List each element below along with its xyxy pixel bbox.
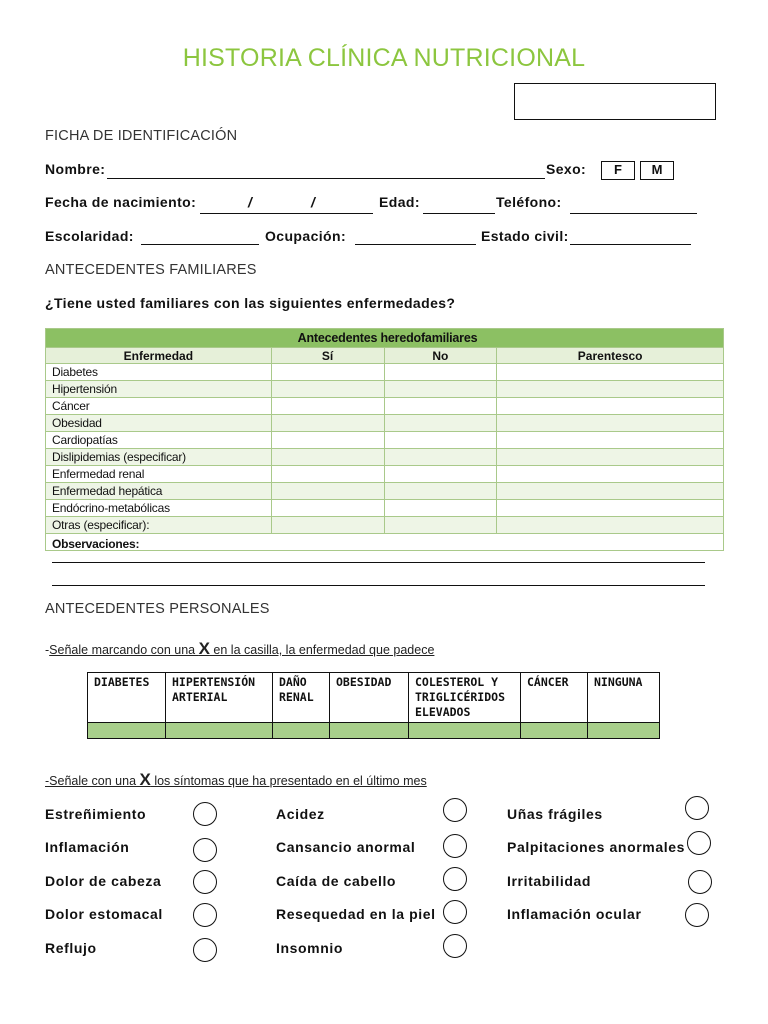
- symptom-checkbox[interactable]: [685, 796, 709, 820]
- escolaridad-field[interactable]: [141, 244, 259, 245]
- dano-renal-check-cell[interactable]: [273, 723, 330, 739]
- colesterol-check-cell[interactable]: [409, 723, 521, 739]
- symptom-checkbox[interactable]: [685, 903, 709, 927]
- symptom-label: Estreñimiento: [45, 806, 147, 822]
- estado-civil-field[interactable]: [570, 244, 691, 245]
- parentesco-cell[interactable]: [497, 466, 724, 483]
- si-cell[interactable]: [271, 364, 384, 381]
- no-cell[interactable]: [384, 449, 497, 466]
- column-header: Sí: [271, 348, 384, 364]
- symptom-checkbox[interactable]: [193, 870, 217, 894]
- parentesco-cell[interactable]: [497, 398, 724, 415]
- personal-instruction: -Señale marcando con una X en la casilla, la enfermedad que padece: [45, 639, 435, 658]
- table-row: [46, 517, 724, 534]
- symptom-checkbox[interactable]: [193, 838, 217, 862]
- nombre-label: Nombre:: [45, 161, 106, 177]
- symptom-label: Cansancio anormal: [276, 839, 416, 855]
- personal-history-table: [87, 672, 660, 739]
- parentesco-cell[interactable]: [497, 483, 724, 500]
- no-cell[interactable]: [384, 517, 497, 534]
- disease-cell: Endócrino-metabólicas: [46, 500, 272, 517]
- table-row: [46, 432, 724, 449]
- column-header: HIPERTENSIÓN ARTERIAL: [166, 673, 273, 723]
- symptom-checkbox[interactable]: [688, 870, 712, 894]
- symptom-checkbox[interactable]: [443, 867, 467, 891]
- column-header: CÁNCER: [521, 673, 588, 723]
- symptom-checkbox[interactable]: [443, 834, 467, 858]
- si-cell[interactable]: [271, 415, 384, 432]
- disease-cell: Obesidad: [46, 415, 272, 432]
- no-cell[interactable]: [384, 415, 497, 432]
- page-title: HISTORIA CLÍNICA NUTRICIONAL: [182, 44, 586, 72]
- disease-cell: Diabetes: [46, 364, 272, 381]
- symptom-label: Dolor de cabeza: [45, 873, 162, 889]
- table-row: [46, 500, 724, 517]
- symptom-checkbox[interactable]: [193, 802, 217, 826]
- symptom-label: Caída de cabello: [276, 873, 397, 889]
- obesidad-check-cell[interactable]: [330, 723, 409, 739]
- disease-cell: Cáncer: [46, 398, 272, 415]
- symptom-checkbox[interactable]: [193, 938, 217, 962]
- parentesco-cell[interactable]: [497, 381, 724, 398]
- symptom-checkbox[interactable]: [687, 831, 711, 855]
- nombre-field[interactable]: [107, 178, 545, 179]
- column-header: NINGUNA: [588, 673, 660, 723]
- sex-f-checkbox[interactable]: F: [601, 161, 635, 180]
- parentesco-cell[interactable]: [497, 364, 724, 381]
- symptom-label: Dolor estomacal: [45, 906, 163, 922]
- observaciones-line: [52, 585, 705, 586]
- symptom-label: Reflujo: [45, 940, 97, 956]
- edad-label: Edad:: [379, 194, 420, 210]
- table-row: [46, 364, 724, 381]
- observaciones-line: [52, 562, 705, 563]
- family-question: ¿Tiene usted familiares con las siguientes enfermedades?: [45, 295, 456, 311]
- symptom-label: Inflamación ocular: [507, 906, 642, 922]
- sexo-label: Sexo:: [546, 161, 587, 177]
- ocupacion-field[interactable]: [355, 244, 476, 245]
- observaciones-label: Observaciones:: [52, 537, 140, 551]
- column-header: OBESIDAD: [330, 673, 409, 723]
- sex-m-checkbox[interactable]: M: [640, 161, 674, 180]
- telefono-field[interactable]: [570, 213, 697, 214]
- table-row: [46, 381, 724, 398]
- si-cell[interactable]: [271, 517, 384, 534]
- date-separator: /: [248, 194, 252, 210]
- si-cell[interactable]: [271, 432, 384, 449]
- symptom-label: Acidez: [276, 806, 325, 822]
- si-cell[interactable]: [271, 500, 384, 517]
- symptom-checkbox[interactable]: [443, 934, 467, 958]
- symptom-checkbox[interactable]: [193, 903, 217, 927]
- symptoms-instruction: -Señale con una X los síntomas que ha presentado en el último mes: [45, 770, 427, 789]
- column-header: DAÑO RENAL: [273, 673, 330, 723]
- si-cell[interactable]: [271, 381, 384, 398]
- table-row: [46, 483, 724, 500]
- hipertension-check-cell[interactable]: [166, 723, 273, 739]
- symptom-label: Inflamación: [45, 839, 130, 855]
- symptom-checkbox[interactable]: [443, 900, 467, 924]
- family-history-table: [45, 328, 724, 551]
- no-cell[interactable]: [384, 500, 497, 517]
- parentesco-cell[interactable]: [497, 432, 724, 449]
- diabetes-check-cell[interactable]: [88, 723, 166, 739]
- observaciones-field[interactable]: [46, 534, 724, 551]
- telefono-label: Teléfono:: [496, 194, 562, 210]
- column-header: Enfermedad: [46, 348, 272, 364]
- section-family: ANTECEDENTES FAMILIARES: [45, 262, 257, 278]
- disease-cell: Hipertensión: [46, 381, 272, 398]
- symptom-label: Insomnio: [276, 940, 344, 956]
- parentesco-cell[interactable]: [497, 449, 724, 466]
- si-cell[interactable]: [271, 483, 384, 500]
- ocupacion-label: Ocupación:: [265, 228, 347, 244]
- disease-cell: Dislipidemias (especificar): [46, 449, 272, 466]
- symptom-label: Resequedad en la piel: [276, 906, 436, 922]
- disease-cell: Cardiopatías: [46, 432, 272, 449]
- photo-id-box[interactable]: [514, 83, 716, 120]
- date-separator: /: [311, 194, 315, 210]
- fecha-nacimiento-label: Fecha de nacimiento:: [45, 194, 197, 210]
- symptom-label: Palpitaciones anormales: [507, 839, 685, 855]
- edad-field[interactable]: [423, 213, 495, 214]
- symptom-label: Irritabilidad: [507, 873, 592, 889]
- escolaridad-label: Escolaridad:: [45, 228, 134, 244]
- column-header: Parentesco: [497, 348, 724, 364]
- si-cell[interactable]: [271, 398, 384, 415]
- table-row: [46, 449, 724, 466]
- table-row: [46, 466, 724, 483]
- section-personal: ANTECEDENTES PERSONALES: [45, 601, 270, 617]
- estado-civil-label: Estado civil:: [481, 228, 569, 244]
- cancer-check-cell[interactable]: [521, 723, 588, 739]
- no-cell[interactable]: [384, 398, 497, 415]
- disease-cell: Enfermedad renal: [46, 466, 272, 483]
- table-caption: Antecedentes heredofamiliares: [46, 329, 724, 348]
- table-row: [46, 415, 724, 432]
- disease-cell: Otras (especificar):: [46, 517, 272, 534]
- si-cell[interactable]: [271, 449, 384, 466]
- no-cell[interactable]: [384, 381, 497, 398]
- ninguna-check-cell[interactable]: [588, 723, 660, 739]
- no-cell[interactable]: [384, 432, 497, 449]
- si-cell[interactable]: [271, 466, 384, 483]
- column-header: DIABETES: [88, 673, 166, 723]
- section-identification: FICHA DE IDENTIFICACIÓN: [45, 128, 238, 144]
- fecha-nacimiento-field[interactable]: [200, 213, 373, 214]
- parentesco-cell[interactable]: [497, 517, 724, 534]
- column-header: No: [384, 348, 497, 364]
- no-cell[interactable]: [384, 466, 497, 483]
- table-row: [88, 723, 660, 739]
- no-cell[interactable]: [384, 364, 497, 381]
- table-row: [46, 398, 724, 415]
- no-cell[interactable]: [384, 483, 497, 500]
- symptom-label: Uñas frágiles: [507, 806, 603, 822]
- symptom-checkbox[interactable]: [443, 798, 467, 822]
- column-header: COLESTEROL Y TRIGLICÉRIDOS ELEVADOS: [409, 673, 521, 723]
- disease-cell: Enfermedad hepática: [46, 483, 272, 500]
- parentesco-cell[interactable]: [497, 500, 724, 517]
- parentesco-cell[interactable]: [497, 415, 724, 432]
